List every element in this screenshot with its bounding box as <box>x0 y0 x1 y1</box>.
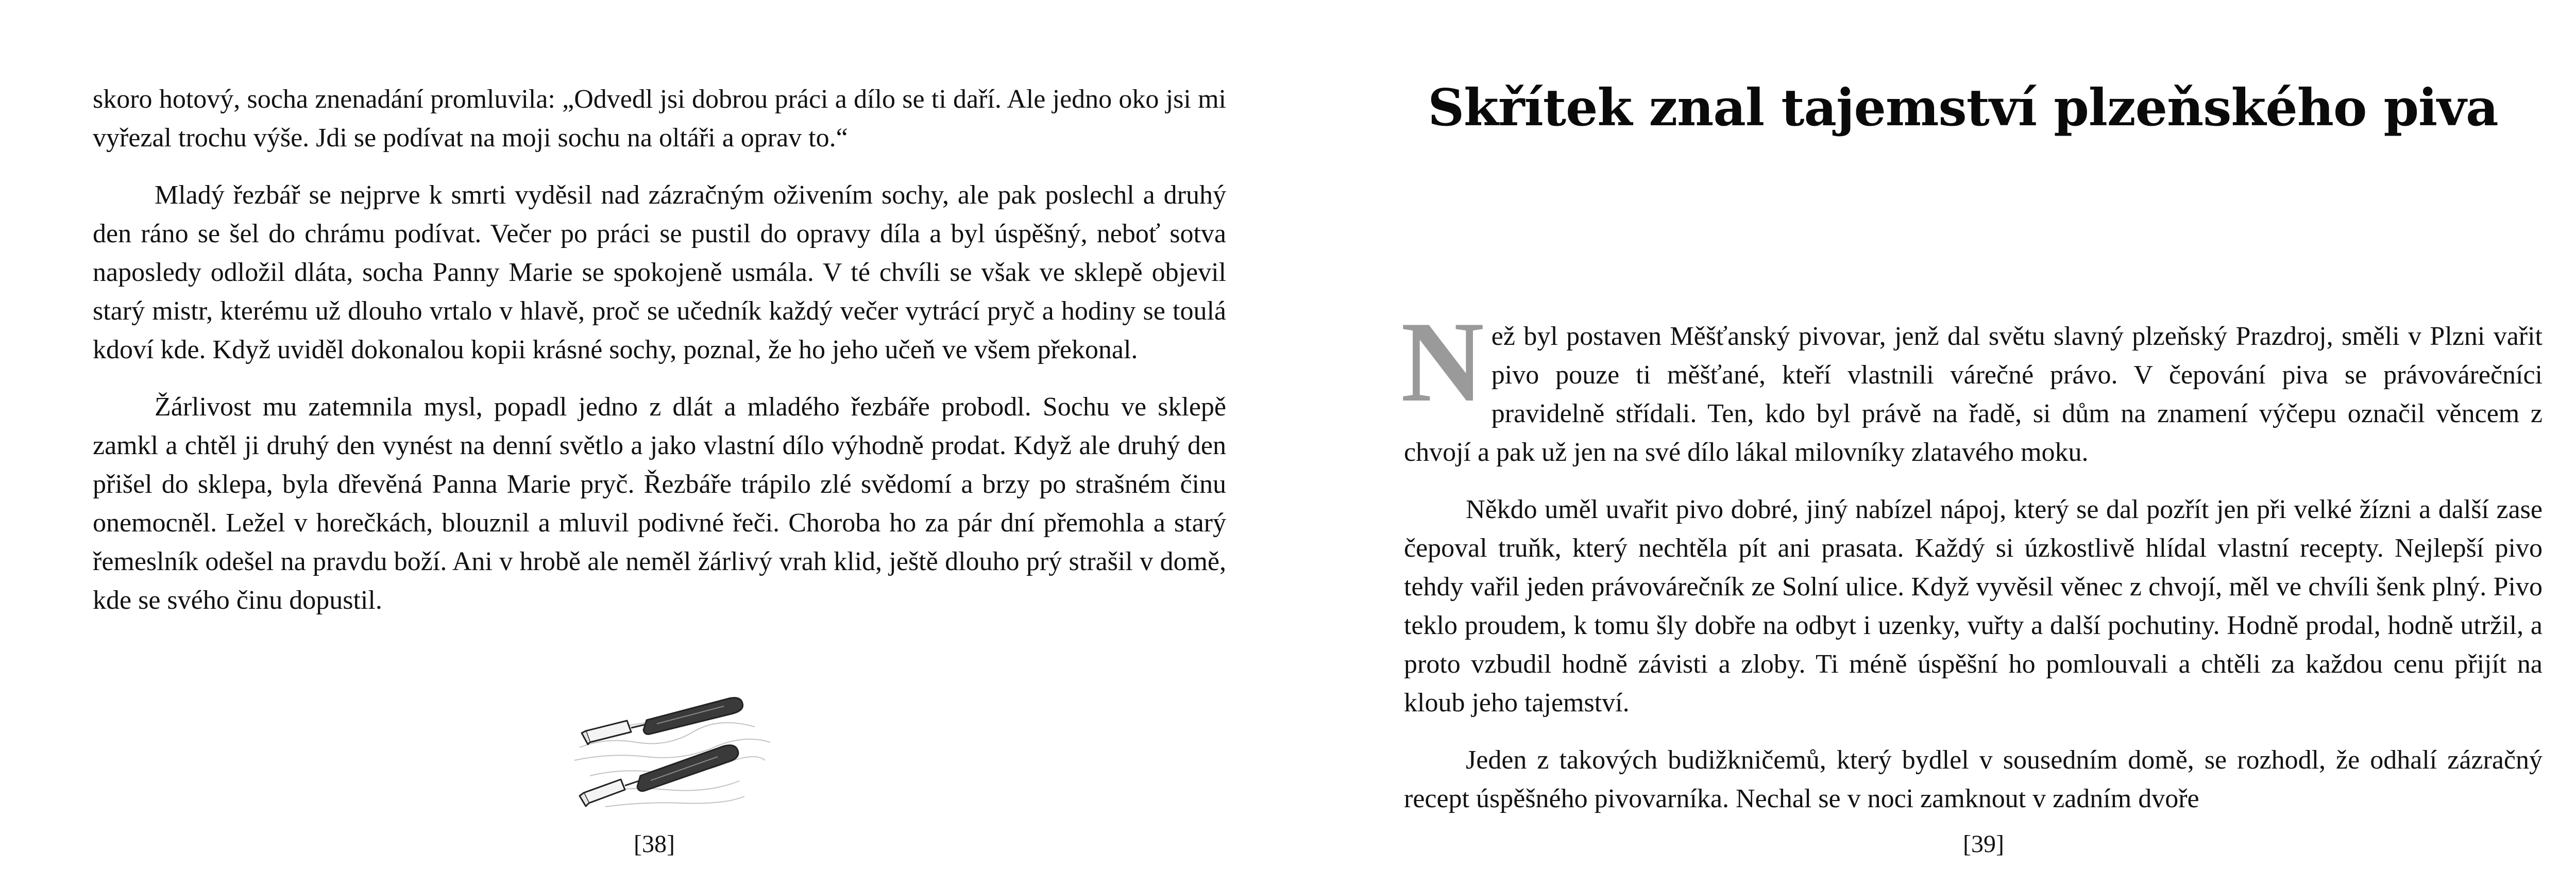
chapter-title: Skřítek znal tajemství plzeňského piva <box>1428 78 2498 138</box>
right-paragraph-2: Někdo uměl uvařit pivo dobré, jiný nabízel nápoj, který se dal pozřít jen při velké žízni a další zase čepoval truňk, který nechtěla pít ani prasata. Každý si úzkostlivě hlídal vlastní recepty. Nejlepší pivo tehdy vařil jeden právovárečník ze Solní ulice. Když vyvěsil věnec z chvojí, měl ve chvíli šenk plný. Pivo teklo proudem, k tomu šly dobře na odbyt i uzenky, vuřty a další pochutiny. Hodně prodal, hodně utržil, a proto vzbudil hodně závisti a zloby. Ti méně úspěšní ho pomlouvali a chtěli za každou cenu přijít na kloub jeho tajemství. <box>1404 495 2543 718</box>
upper-chisel <box>582 698 743 744</box>
right-paragraph-1 <box>1401 298 2543 472</box>
lower-chisel <box>580 745 738 806</box>
right-paragraph-1-text: ež byl postaven Měšťanský pivovar, jenž dal světu slavný plzeňský Prazdroj, směli v Plzni vařit pivo pouze ti měšťané, kteří vlastnili várečné právo. V čepování piva se právovárečníci pravidelně střídali. Ten, kdo byl právě na řadě, si dům na znamení výčepu označil věncem z chvojí a pak už jen na své dílo lákal milovníky zlatavého moku. <box>1404 322 2543 467</box>
carving-chisels-icon <box>559 670 786 820</box>
left-page-body <box>93 80 1226 638</box>
right-paragraph-3: Jeden z takových budižkničemů, který bydlel v sousedním domě, se rozhodl, že odhalí zázračný recept úspěšného pivovarníka. Nechal se v noci zamknout v zadním dvoře <box>1404 745 2543 813</box>
page-number-left: [38] <box>634 830 675 858</box>
drop-cap: N <box>1401 298 1484 426</box>
left-paragraph-1: skoro hotový, socha znenadání promluvila: „Odvedl jsi dobrou práci a dílo se ti daří. Ale jedno oko jsi mi vyřezal trochu výše. Jdi se podívat na moji sochu na oltáři a oprav to.“ <box>93 85 1226 153</box>
right-page-body <box>1401 298 2543 837</box>
page-number-right: [39] <box>1963 830 2004 858</box>
left-paragraph-2: Mladý řezbář se nejprve k smrti vyděsil nad zázračným oživením sochy, ale pak poslechl a druhý den ráno se šel do chrámu podívat. Večer po práci se pustil do opravy díla a byl úspěšný, neboť sotva naposledy odložil dláta, socha Panny Marie se spokojeně usmála. V té chvíli se však ve sklepě objevil starý mistr, kterému už dlouho vrtalo v hlavě, proč se učedník každý večer vytrácí pryč a hodiny se toulá kdoví kde. Když uviděl dokonalou kopii krásné sochy, poznal, že ho jeho učeň ve všem překonal. <box>93 180 1226 364</box>
left-paragraph-3: Žárlivost mu zatemnila mysl, popadl jedno z dlát a mladého řezbáře probodl. Sochu ve sklepě zamkl a chtěl ji druhý den vynést na denní světlo a jako vlastní dílo výhodně prodat. Když ale druhý den přišel do sklepa, byla dřevěná Panna Marie pryč. Řezbáře trápilo zlé svědomí a brzy po strašném činu onemocněl. Ležel v horečkách, blouznil a mluvil podivné řeči. Choroba ho za pár dní přemohla a starý řemeslník odešel na pravdu boží. Ani v hrobě ale neměl žárlivý vrah klid, ještě dlouho prý strašil v domě, kde se svého činu dopustil. <box>93 392 1226 615</box>
